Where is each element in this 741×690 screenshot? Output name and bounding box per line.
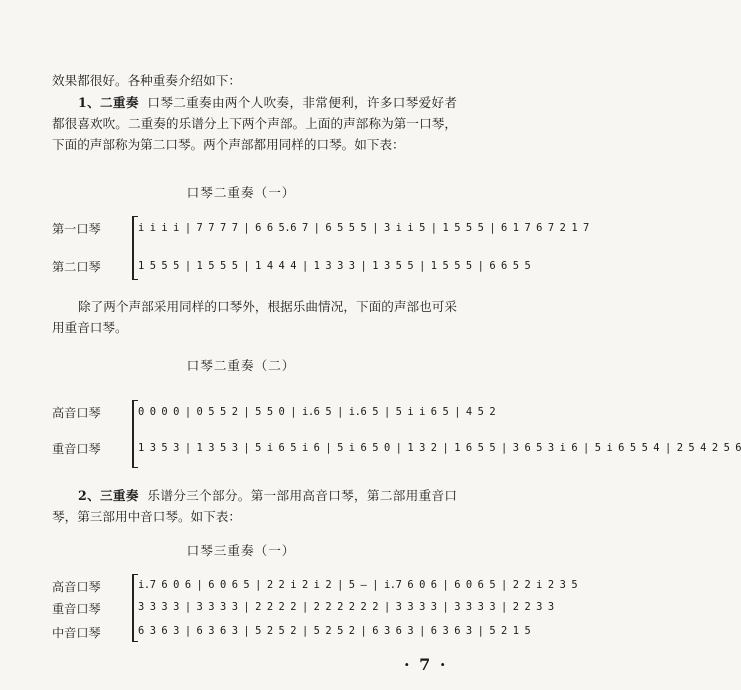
example2-part2-notes: 1 3 5 3 | 1 3 5 3 | 5 i 6 5 i 6 | 5 i 6 5 0 | 1 3 2 | 1 6 5 5 | 3 6 5 3 i 6 | 5 i 6 5 5 4 | 2 5 4 2 5 6 — [138, 442, 741, 454]
example1-part1-notes: i i i i | 7 7 7 7 | 6 6 5.6 7 | 6 5 5 5 | 3 i i 5 | 1 5 5 5 | 6 1 7 6 7 2 1 7 — [138, 222, 589, 234]
example3-part2-notes: 3 3 3 3 | 3 3 3 3 | 2 2 2 2 | 2 2 2 2 2 2 | 3 3 3 3 | 3 3 3 3 | 2 2 3 3 — [138, 601, 554, 613]
example1-caption: 口琴二重奏（一） — [186, 185, 296, 200]
section1-text: 口琴二重奏由两个人吹奏，非常便利，许多口琴爱好者都很喜欢吹。二重奏的乐谱分上下两个声部。上面的声部称为第一口琴，下面的声部称为第二口琴。两个声部都用同样的口琴。如下表： — [52, 95, 458, 152]
example3-part1-label: 高音口琴 — [52, 580, 101, 594]
section2-text: 乐谱分三个部分。第一部用高音口琴，第二部用重音口琴，第三部用中音口琴。如下表： — [52, 488, 458, 524]
example1-score — [52, 214, 589, 284]
example2-part1-notes: 0 0 0 0 | 0 5 5 2 | 5 5 0 | i.6 5 | i.6 5 | 5 i i 6 5 | 4 5 2 — [138, 406, 496, 418]
example3-part3-label: 中音口琴 — [52, 626, 101, 640]
intro-line: 效果都很好。各种重奏介绍如下： — [52, 73, 241, 88]
example1-part1-label: 第一口琴 — [52, 222, 101, 236]
example2-part1-label: 高音口琴 — [52, 406, 101, 420]
section2-paragraph — [52, 485, 457, 527]
example2-score — [52, 400, 741, 472]
page-number: · 7 · — [404, 655, 448, 674]
section2-heading: 2、三重奏 — [78, 488, 139, 503]
example3-part1-notes: i.7 6 0 6 | 6 0 6 5 | 2 2 i 2 i 2 | 5 — | i.7 6 0 6 | 6 0 6 5 | 2 2 i 2 3 5 — [138, 579, 578, 591]
example3-part3-notes: 6 3 6 3 | 6 3 6 3 | 5 2 5 2 | 5 2 5 2 | 6 3 6 3 | 6 3 6 3 | 5 2 1 5 — [138, 625, 531, 637]
example1-part2-notes: 1 5 5 5 | 1 5 5 5 | 1 4 4 4 | 1 3 3 3 | 1 3 5 5 | 1 5 5 5 | 6 6 5 5 — [138, 260, 531, 272]
example2-caption: 口琴二重奏（二） — [186, 358, 296, 373]
example3-score — [52, 574, 578, 646]
example3-part2-label: 重音口琴 — [52, 602, 101, 616]
example2-part2-label: 重音口琴 — [52, 442, 101, 456]
section1-continuation: 除了两个声部采用同样的口琴外，根据乐曲情况，下面的声部也可采用重音口琴。 — [52, 299, 457, 335]
example1-part2-label: 第二口琴 — [52, 260, 101, 274]
section1-paragraph — [52, 92, 457, 155]
section1-heading: 1、二重奏 — [78, 95, 139, 110]
example3-caption: 口琴三重奏（一） — [186, 543, 296, 558]
